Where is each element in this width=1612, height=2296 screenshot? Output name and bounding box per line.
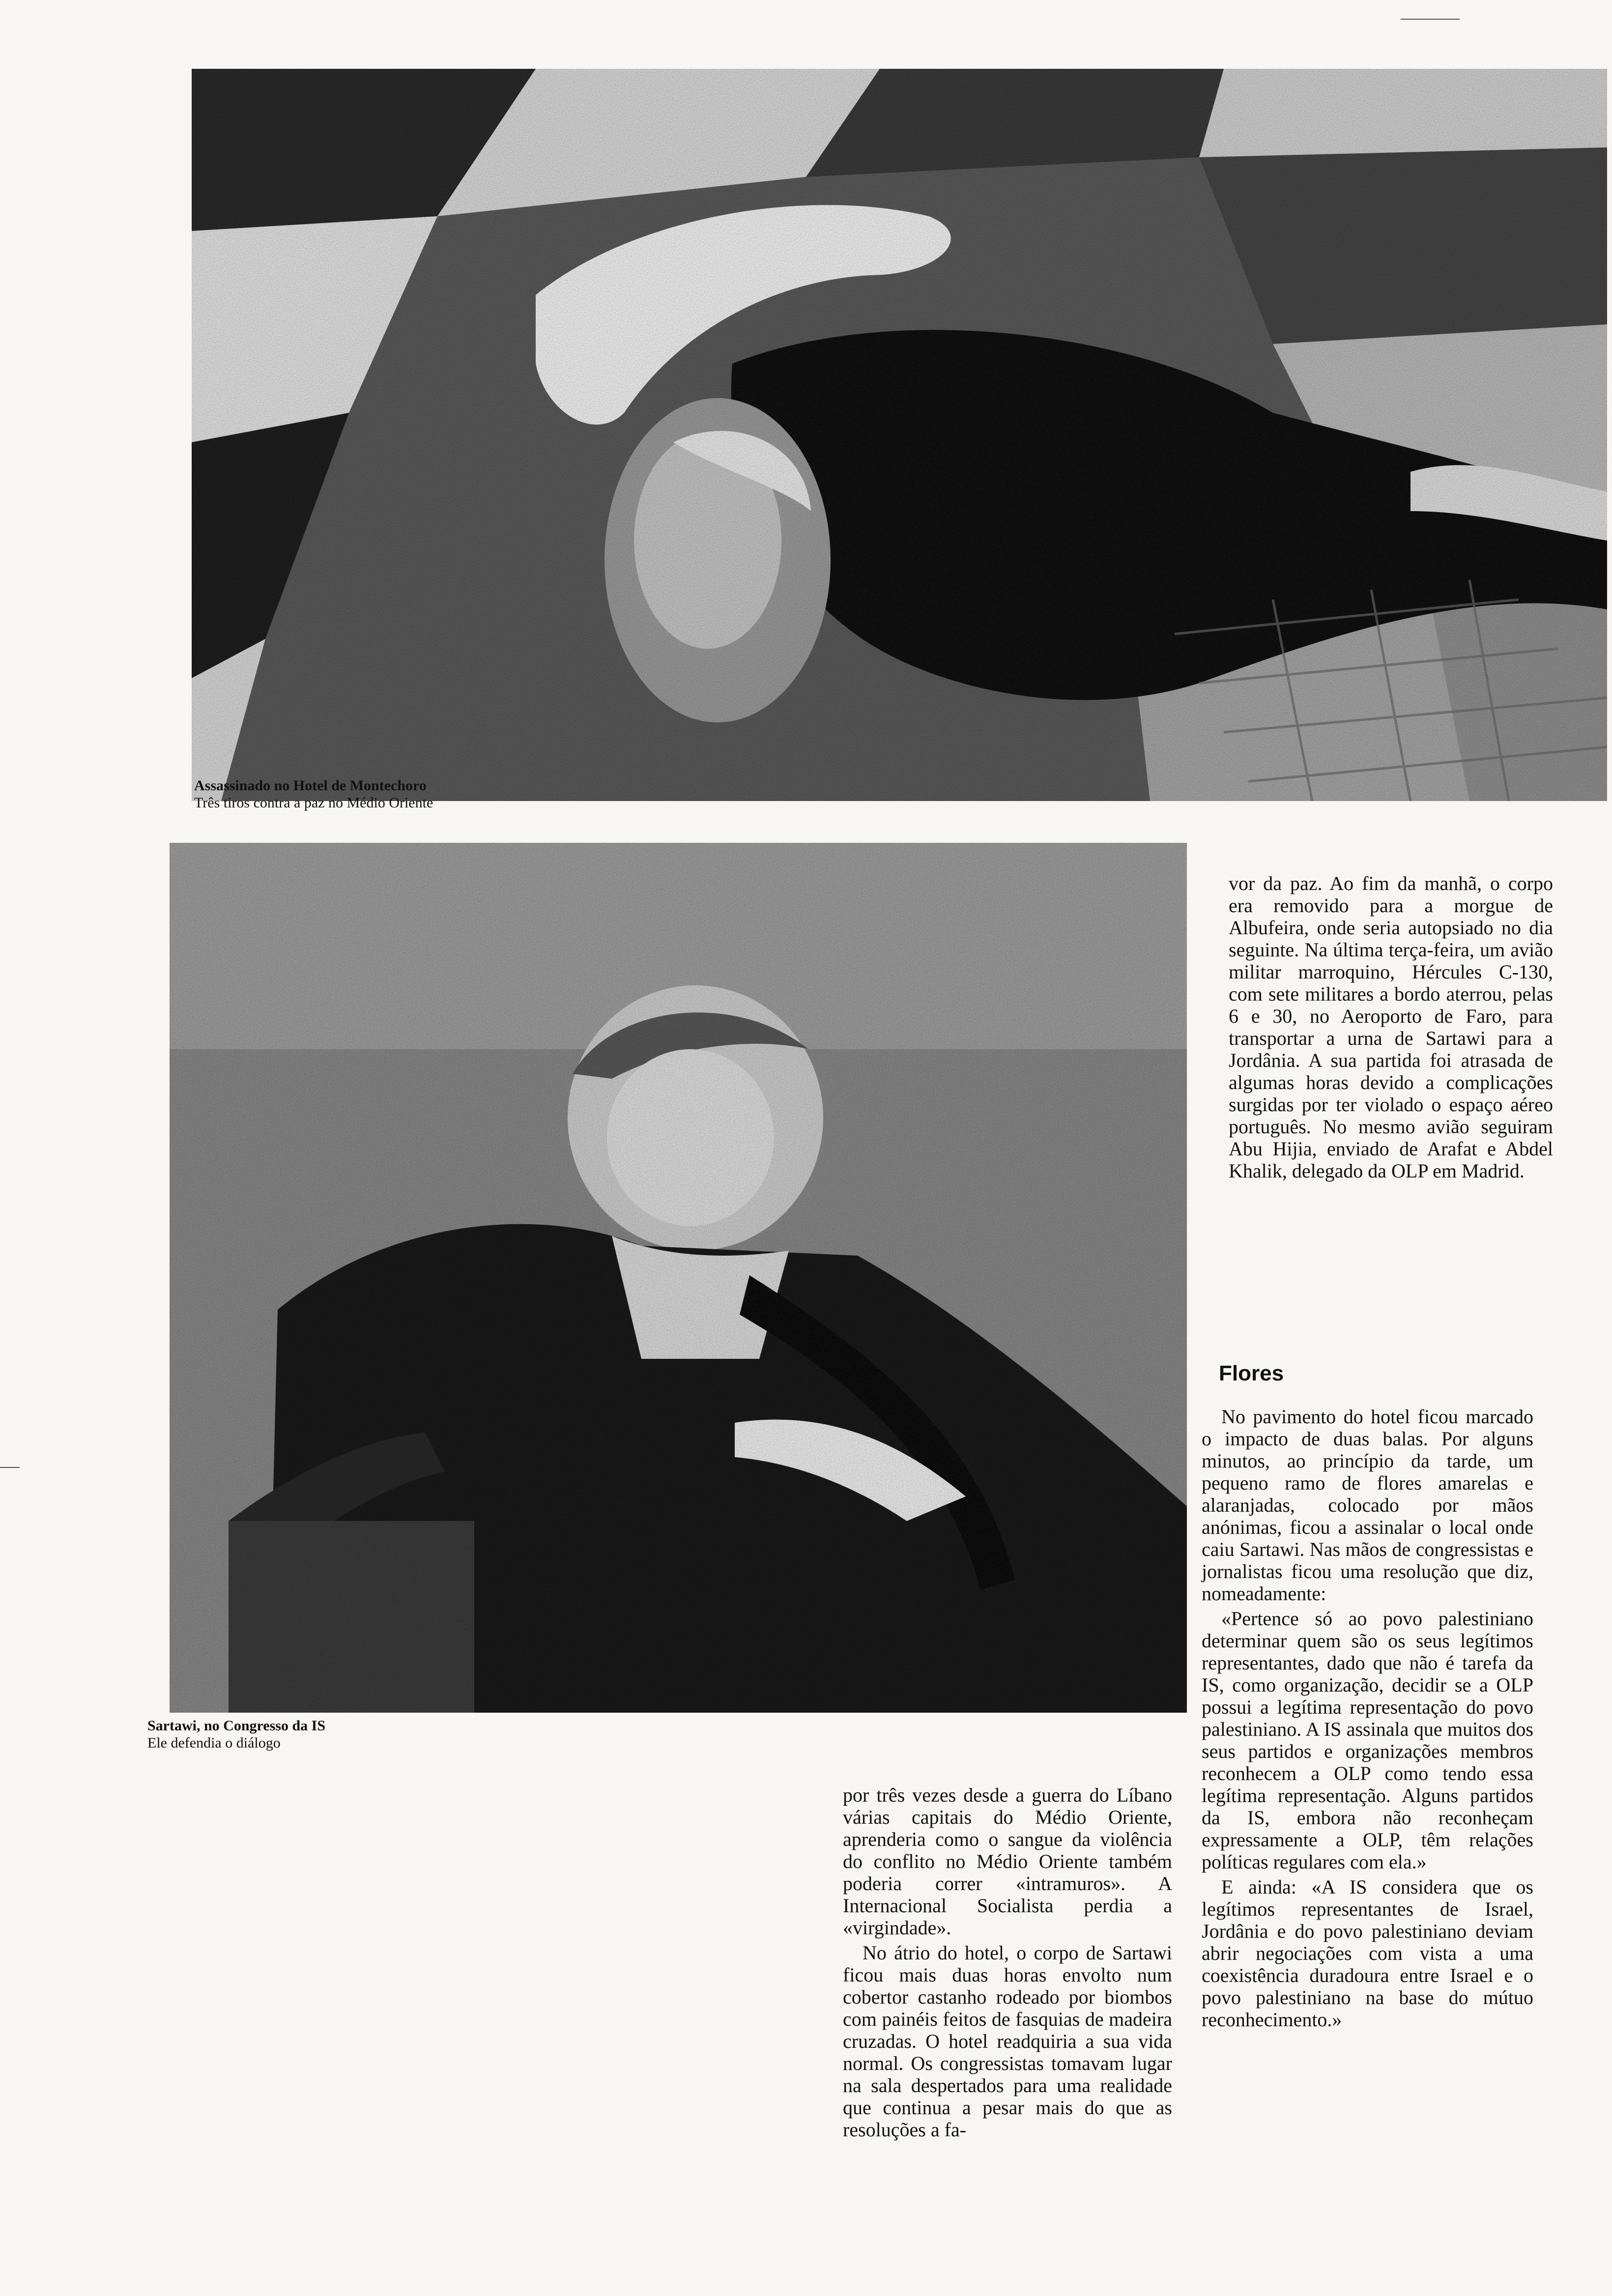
section-heading: Flores xyxy=(1219,1361,1284,1385)
article-paragraph: No átrio do hotel, o corpo de Sartawi ficou mais duas horas envolto num cobertor castanho rodeado por biombos com painéis feitos de fasquias de madeira cruzadas. O hotel readquiria a sua vida normal. Os congressistas tomavam lugar na sala despertados para uma realidade que continua a pesar mais do que as resoluções a fa- xyxy=(843,1942,1172,2141)
article-paragraph: vor da paz. Ao fim da manhã, o corpo era removido para a morgue de Albufeira, onde seria autopsiado no dia seguinte. Na última terça-feira, um avião militar marroquino, Hércules C-130, com sete militares a bordo aterrou, pelas 6 e 30, no Aeroporto de Faro, para transportar a urna de Sartawi para a Jordânia. A sua partida foi atrasada de algumas horas devido a complicações surgidas por ter violado o espaço aéreo português. No mesmo avião seguiram Abu Hijia, enviado de Arafat e Abdel Khalik, delegado da OLP em Madrid. xyxy=(1229,872,1553,1182)
page-mark-left xyxy=(0,1467,20,1468)
article-column-right-top xyxy=(1229,872,1553,1185)
caption-bottom-subtitle: Ele defendia o diálogo xyxy=(147,1734,281,1751)
photo-bottom xyxy=(170,843,1187,1713)
article-paragraph: E ainda: «A IS considera que os legítimos representantes de Israel, Jordânia e do povo palestiniano deviam abrir negociações com vista a uma coexistência duradoura entre Israel e o povo palestiniano na base do mútuo reconhecimento.» xyxy=(1202,1876,1533,2031)
caption-bottom xyxy=(147,1718,491,1751)
page-mark-top-right xyxy=(1401,19,1460,20)
article-column-middle xyxy=(843,1784,1172,2144)
article-column-right-bottom xyxy=(1202,1406,1533,2034)
photo-icon xyxy=(192,69,1607,801)
photo-top xyxy=(192,69,1607,801)
article-paragraph: por três vezes desde a guerra do Líbano várias capitais do Médio Oriente, aprenderia como o sangue da violência do conflito no Médio Oriente também poderia correr «intramuros». A Internacional Socialista perdia a «virgindade». xyxy=(843,1784,1172,1939)
caption-bottom-title: Sartawi, no Congresso da IS xyxy=(147,1718,326,1734)
article-paragraph: «Pertence só ao povo palestiniano determinar quem são os seus legítimos representantes, dado que não é tarefa da IS, como organização, decidir se a OLP possui a legítima representação do povo palestiniano. A IS assinala que muitos dos seus partidos e organizações membros reconhecem a OLP como tendo essa legítima representação. Alguns partidos da IS, embora não reconheçam expressamente a OLP, têm relações políticas regulares com ela.» xyxy=(1202,1607,1533,1873)
caption-top xyxy=(194,777,636,811)
caption-top-subtitle: Três tiros contra a paz no Médio Oriente xyxy=(194,794,433,811)
photo-icon xyxy=(170,843,1187,1713)
caption-top-title: Assassinado no Hotel de Montechoro xyxy=(194,777,427,794)
article-paragraph: No pavimento do hotel ficou marcado o impacto de duas balas. Por alguns minutos, ao princípio da tarde, um pequeno ramo de flores amarelas e alaranjadas, colocado por mãos anónimas, ficou a assinalar o local onde caiu Sartawi. Nas mãos de congressistas e jornalistas ficou uma resolução que diz, nomeadamente: xyxy=(1202,1406,1533,1605)
